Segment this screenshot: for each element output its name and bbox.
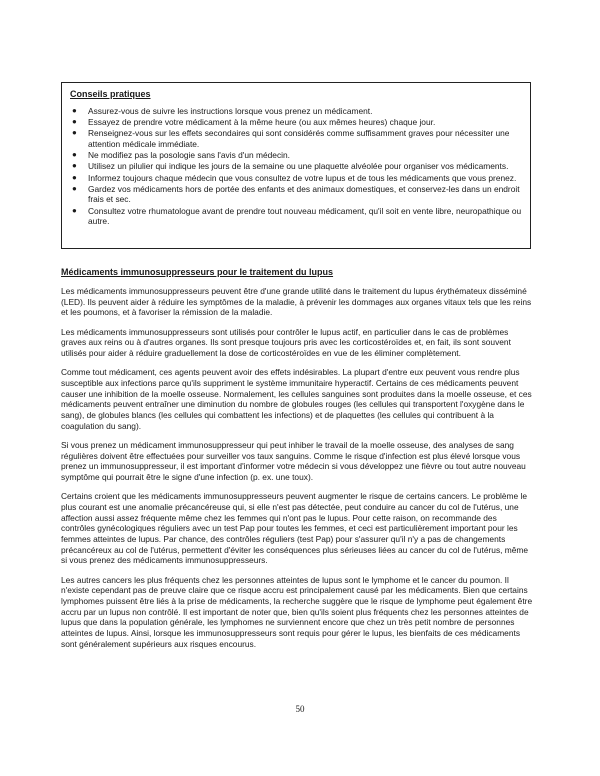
paragraph: Les médicaments immunosuppresseurs sont utilisés pour contrôler le lupus actif, en particulier dans le cas de problèmes graves aux reins ou à d'autres organes. Ils sont presque toujours pris avec les corticostéroïdes et, en fait, ils sont souvent utilisés pour aider à réduire graduellement la dose de corticostéroïdes en vue de les éliminer complètement. [61,326,511,359]
tip-item [70,128,522,149]
bullet-icon: ● [72,150,77,160]
bullet-icon: ● [72,183,77,193]
tip-text: Assurez-vous de suivre les instructions lorsque vous prenez un médicament. [88,106,373,116]
tip-item [70,173,522,184]
tip-item [70,206,522,227]
tip-text: Renseignez-vous sur les effets secondaires qui sont considérés comme suffisamment graves pour nécessiter une attention médicale immédiate. [88,128,510,149]
main-content [61,267,533,658]
paragraph: Certains croient que les médicaments immunosuppresseurs peuvent augmenter le risque de certains cancers. Le problème le plus courant est une anomalie précancéreuse qui, si elle n'est pas détectée, peut conduire au cancer du col de l'utérus, une affection aussi assez fréquente même chez les femmes qui n'ont pas le lupus. Pour cette raison, on recommande des contrôles gynécologiques réguliers avec un test Pap pour toutes les femmes, et ceci est particulièrement important pour les femmes atteintes de lupus. Par chance, des contrôles réguliers (test Pap) pour s'assurer qu'il n'y a pas de changements précancéreux au col de l'utérus, permettent d'éviter les conséquences plus sérieuses liées au cancer du col de l'utérus, même si vous prenez des médicaments immunosuppresseurs. [61,491,529,566]
tips-title: Conseils pratiques [70,89,151,99]
tip-text: Consultez votre rhumatologue avant de prendre tout nouveau médicament, qu'il soit en vente libre, neuropathique ou autre. [88,205,522,227]
tip-text: Ne modifiez pas la posologie sans l'avis d'un médecin. [88,150,290,161]
page-number: 50 [295,704,305,714]
bullet-icon: ● [72,117,77,127]
tip-item [70,117,522,128]
paragraph: Si vous prenez un médicament immunosuppresseur qui peut inhiber le travail de la moelle osseuse, des analyses de sang régulières doivent être effectuées pour surveiller vos taux sanguins. Comme le risque d'infection est plus élevé lorsque vous prenez un immunosuppresseur, il est important d'informer votre médecin si vous développez une fièvre ou tout autre nouveau symptôme qui pourrait être le signe d'une infection (p. ex. une toux). [61,439,526,483]
tips-list [70,106,522,227]
bullet-icon: ● [72,205,77,215]
paragraph: Comme tout médicament, ces agents peuvent avoir des effets indésirables. La plupart d'entre eux peuvent vous rendre plus susceptible aux infections parce qu'ils suppriment le système immunitaire hyperactif. Certains de ces médicaments peuvent causer une inhibition de la moelle osseuse. Normalement, les cellules sanguines sont produites dans la moelle osseuse, et ces médicaments peuvent entraîner une diminution du nombre de globules rouges (les cellules qui transportent l'oxygène dans le sang), de globules blancs (les cellules qui combattent les infections) et de plaquettes (les cellules qui contribuent à la coagulation du sang). [61,367,532,431]
tip-text: Essayez de prendre votre médicament à la même heure (ou aux mêmes heures) chaque jour. [88,117,436,128]
tip-text: Utilisez un pilulier qui indique les jours de la semaine ou une plaquette alvéolée pour organiser vos médicaments. [88,161,509,172]
tip-item [70,184,522,205]
tip-item [70,106,522,117]
bullet-icon: ● [72,128,77,138]
paragraph: Les médicaments immunosuppresseurs peuvent être d'une grande utilité dans le traitement du lupus érythémateux disséminé (LED). Ils peuvent aider à réduire les symptômes de la maladie, à prévenir les dommages aux organes vitaux tels que les reins et les poumons, et à favoriser la rémission de la maladie. [61,286,532,318]
bullet-icon: ● [72,161,77,171]
tip-text: Gardez vos médicaments hors de portée des enfants et des animaux domestiques, et conservez-les dans un endroit frais et sec. [88,183,520,205]
practical-tips-box [61,82,531,249]
paragraph: Les autres cancers les plus fréquents chez les personnes atteintes de lupus sont le lymphome et le cancer du poumon. Il n'existe cependant pas de preuve claire que ce risque accru est principalement causé par les médicaments. Bien que certains lymphomes puissent être liés à la prise de médicaments, la recherche suggère que le risque de lymphome peut également être accru par un lupus non contrôlé. Il est important de noter que, bien qu'ils soient plus fréquents chez les personnes atteintes de lupus que dans la population générale, les lymphomes ne surviennent encore que chez un très petit nombre de personnes atteintes de lupus. Ainsi, lorsque les immunosuppresseurs sont requis pour gérer le lupus, les bienfaits de ces médicaments sont généralement supérieurs aux risques encourus. [61,574,533,649]
tip-item [70,161,522,172]
bullet-icon: ● [72,106,77,115]
tip-item [70,150,522,161]
bullet-icon: ● [72,172,77,182]
section-title: Médicaments immunosuppresseurs pour le traitement du lupus [61,267,334,277]
tip-text: Informez toujours chaque médecin que vous consultez de votre lupus et de tous les médicaments que vous prenez. [88,172,517,183]
